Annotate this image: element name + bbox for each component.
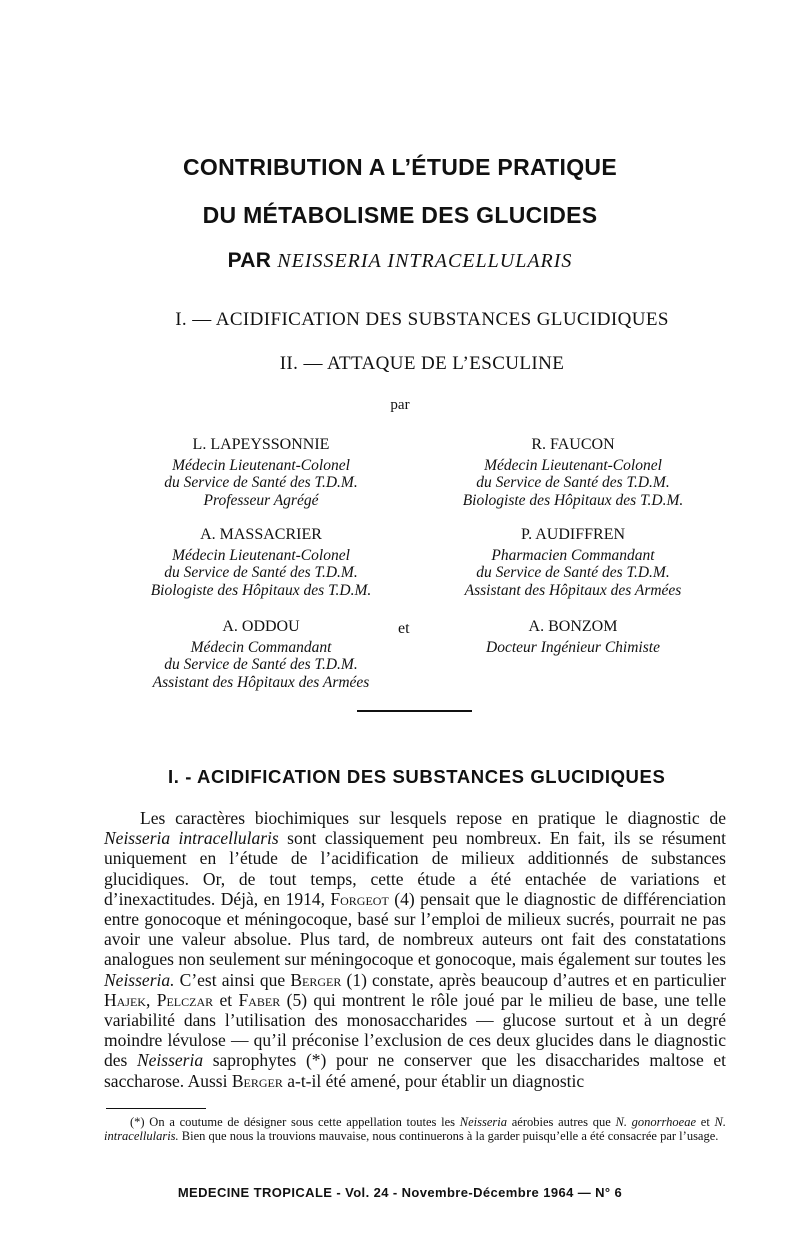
species-name: Neisseria intracellularis bbox=[104, 828, 279, 849]
separator-rule bbox=[357, 710, 472, 712]
author-role: Médecin Lieutenant-Colonel bbox=[484, 456, 662, 474]
text-run: (5) qui montrent le rôle joué par le milieu de base, une telle variabilité dans l’utilisation des monosaccharides — glucose surtout et à un degré moindre lévulose — qu’il préconise l’exclusion de ces deux glucides dans le diagnostic des bbox=[104, 989, 727, 1071]
by-word: par bbox=[390, 397, 410, 413]
title-line-2: DU MÉTABOLISME DES GLUCIDES bbox=[202, 202, 598, 228]
author-role: Assistant des Hôpitaux des Armées bbox=[152, 673, 370, 691]
author-citation: Hajek bbox=[104, 989, 146, 1010]
text-run: a-t-il été amené, pour établir un diagnostic bbox=[282, 1070, 585, 1091]
text-run: (1) constate, après beaucoup d’autres et en particulier bbox=[341, 969, 726, 990]
author-role: du Service de Santé des T.D.M. bbox=[164, 474, 358, 491]
author-name: A. BONZOM bbox=[528, 618, 618, 635]
author-role: du Service de Santé des T.D.M. bbox=[164, 564, 358, 581]
author-citation: Berger bbox=[290, 969, 342, 990]
and-word: et bbox=[398, 620, 410, 637]
text-run: , bbox=[145, 989, 157, 1010]
author-role: Professeur Agrégé bbox=[203, 491, 319, 509]
author-role: Médecin Lieutenant-Colonel bbox=[172, 456, 350, 474]
author-citation: Faber bbox=[238, 989, 281, 1010]
text-run: (4) pensait que le diagnostic de différenciation entre gonocoque et méningocoque, basé sur l’emploi de milieux sucrés, pourrait ne pas avoir une valeur absolue. Plus tard, de nombreux auteurs ont fait des constatations analogues non seulement sur méningocoque et gonocoque, mais également sur toutes les bbox=[104, 888, 726, 970]
author-name: P. AUDIFFREN bbox=[520, 526, 626, 543]
body-text bbox=[104, 808, 726, 1091]
text-run: et bbox=[213, 989, 239, 1010]
subtitle-part-2: II. — ATTAQUE DE L’ESCULINE bbox=[279, 353, 565, 374]
journal-footer: MEDECINE TROPICALE - Vol. 24 - Novembre-Décembre 1964 — N° 6 bbox=[177, 1185, 623, 1200]
author-oddou bbox=[96, 618, 426, 691]
author-role: Médecin Lieutenant-Colonel bbox=[172, 546, 350, 564]
author-name: L. LAPEYSSONNIE bbox=[192, 436, 330, 453]
text-run: et bbox=[696, 1115, 715, 1129]
footnote bbox=[104, 1115, 726, 1143]
author-citation: Berger bbox=[231, 1070, 283, 1091]
author-role: Docteur Ingénieur Chimiste bbox=[486, 638, 660, 656]
species-name: Neisseria. bbox=[104, 969, 175, 990]
footnote-paragraph bbox=[104, 1115, 726, 1143]
author-role: Pharmacien Commandant bbox=[491, 546, 655, 564]
title-prefix: PAR bbox=[227, 249, 272, 272]
author-name: R. FAUCON bbox=[531, 436, 615, 453]
author-name: A. ODDOU bbox=[222, 618, 300, 635]
author-role: du Service de Santé des T.D.M. bbox=[476, 474, 670, 491]
author-audiffren bbox=[408, 526, 738, 599]
author-role: Médecin Commandant bbox=[190, 638, 332, 656]
author-role: Biologiste des Hôpitaux des T.D.M. bbox=[462, 491, 684, 509]
title-line-1: CONTRIBUTION A L’ÉTUDE PRATIQUE bbox=[183, 154, 617, 180]
text-run: aérobies autres que bbox=[507, 1115, 616, 1129]
text-run: C’est ainsi que bbox=[174, 969, 291, 990]
text-run: sont classiquement peu nombreux. En fait, ils se résument uniquement en l’étude de l’acidification de milieux additionnés de substances glucidiques. Or, de tout temps, cette étude a été entachée de variations et d’inexactitudes. Déjà, en 1914, bbox=[104, 828, 726, 909]
species-name: N. intracellularis. bbox=[104, 1115, 726, 1143]
author-massacrier bbox=[96, 526, 426, 599]
subtitle-part-1: I. — ACIDIFICATION DES SUBSTANCES GLUCIDIQUES bbox=[175, 309, 669, 330]
author-role: Assistant des Hôpitaux des Armées bbox=[464, 581, 682, 599]
author-faucon bbox=[408, 436, 738, 509]
species-name: Neisseria bbox=[459, 1115, 507, 1129]
text-run: Les caractères biochimiques sur lesquels repose en pratique le diagnostic de bbox=[140, 808, 726, 828]
title-species: NEISSERIA INTRACELLULARIS bbox=[277, 250, 573, 272]
text-run: saprophytes (*) pour ne conserver que les disaccharides maltose et saccharose. Aussi bbox=[104, 1050, 727, 1091]
footnote-rule bbox=[106, 1108, 206, 1109]
author-bonzom bbox=[408, 618, 738, 656]
species-name: N. gonorrhoeae bbox=[615, 1115, 697, 1129]
section-heading: I. - ACIDIFICATION DES SUBSTANCES GLUCIDIQUES bbox=[168, 766, 666, 787]
species-name: Neisseria bbox=[136, 1050, 204, 1071]
text-run: Bien que nous la trouvions mauvaise, nous continuerons à la garder puisqu’elle a été consacrée par l’usage. bbox=[178, 1129, 719, 1143]
author-name: A. MASSACRIER bbox=[200, 526, 322, 543]
paragraph bbox=[104, 808, 726, 1091]
author-citation: Forgeot bbox=[330, 888, 389, 909]
author-lapeyssonnie bbox=[96, 436, 426, 509]
title-line-3 bbox=[0, 249, 800, 273]
text-run: (*) On a coutume de désigner sous cette appellation toutes les bbox=[130, 1115, 460, 1129]
author-role: Biologiste des Hôpitaux des T.D.M. bbox=[150, 581, 372, 599]
author-role: du Service de Santé des T.D.M. bbox=[476, 564, 670, 581]
author-role: du Service de Santé des T.D.M. bbox=[164, 656, 358, 673]
author-citation: Pelczar bbox=[156, 989, 214, 1010]
